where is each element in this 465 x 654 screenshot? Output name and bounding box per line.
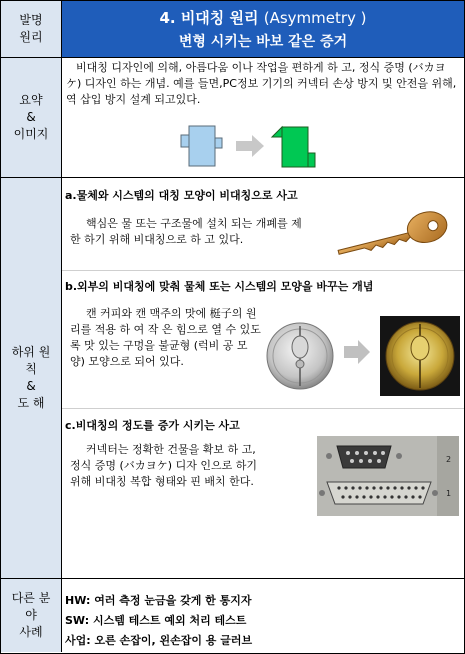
section-a-text: 핵심은 물 또는 구조물에 설치 되는 개폐를 제한 하기 위해 비대칭으로 하 고 있다. (70, 217, 302, 246)
summary-row (1, 58, 464, 178)
key-image (327, 203, 455, 259)
title-number: 4. (159, 9, 176, 27)
details-label-line3: 도 해 (17, 396, 45, 410)
example-sw: SW: 시스템 테스트 예외 처리 테스트 (65, 614, 247, 627)
section-a-title: a.물체와 시스템의 대칭 모양이 비대칭으로 사고 (65, 189, 298, 202)
examples-cell (62, 579, 464, 652)
examples-label-line3: 사례 (19, 625, 43, 639)
silver-can-image (264, 320, 336, 392)
asymmetric-block-icon (272, 127, 315, 167)
details-cell (62, 178, 464, 578)
title-main: 비대칭 원리 (180, 9, 259, 27)
details-row (1, 178, 464, 579)
examples-label (1, 579, 62, 652)
symmetric-block-icon (181, 126, 222, 166)
header-label (1, 1, 62, 57)
gold-can-image (380, 316, 460, 396)
examples-row (1, 579, 464, 652)
right-arrow-icon (236, 135, 264, 157)
page-subtitle: 변형 시키는 바보 같은 증거 (178, 34, 348, 50)
summary-label (1, 58, 62, 177)
details-label-amp: & (26, 379, 36, 393)
details-label-line1: 하위 원 (11, 345, 51, 359)
summary-label-amp: & (26, 110, 36, 124)
header-label-line2: 원리 (19, 30, 43, 44)
examples-label-line1: 다른 분 (11, 591, 51, 605)
asymmetry-diagram (178, 123, 338, 173)
examples-label-line2: 야 (25, 608, 37, 622)
summary-cell (62, 58, 464, 177)
gray-arrow-icon (342, 338, 372, 366)
summary-label-line2: 이미지 (13, 127, 49, 141)
section-c-title: c.비대칭의 정도를 증가 시키는 사고 (65, 419, 240, 432)
details-label-line2: 칙 (25, 362, 37, 376)
header-title-cell (62, 1, 464, 57)
summary-label-line1: 요약 (19, 93, 43, 107)
port-label-2: 2 (446, 455, 452, 464)
title-english: (Asymmetry ) (263, 9, 367, 27)
details-label (1, 178, 62, 578)
summary-text: 비대칭 디자인에 의해, 아름다움 이나 작업을 편하게 하 고, 정식 증명 (バカヨケ) 디자인 하는 개념. 예를 들면,PC정보 기기의 커넥터 손상 방지 및 안전을 위해, 역 삽입 방지 설계 되고있다. (66, 61, 457, 106)
example-business: 사업: 오른 손잡이, 왼손잡이 용 글러브 (65, 634, 253, 647)
page-title (62, 7, 464, 28)
header-row (1, 1, 464, 58)
port-label-1: 1 (446, 489, 452, 498)
section-b-text: 캔 커피와 캔 맥주의 맛에 梃子의 원리를 적용 하 여 작 은 힘으로 열 수 있도록 맛 있는 구멍을 불균형 (럭비 공 모 양) 모양으로 되어 있다. (70, 307, 261, 368)
example-hw: HW: 여러 측정 눈금을 갖게 한 통지자 (65, 594, 252, 607)
section-b-title: b.외부의 비대칭에 맞춰 물체 또는 시스템의 모양을 바꾸는 개념 (65, 280, 374, 293)
header-label-line1: 발명 (19, 13, 43, 27)
parallel-port-icon (319, 482, 438, 504)
connector-ports-image (317, 436, 459, 516)
section-c-text: 커넥터는 정확한 건물을 확보 하 고, 정식 증명 (バカヨケ) 디자 인으로 하기 위해 비대칭 복합 형태와 핀 배치 한다. (70, 443, 257, 488)
